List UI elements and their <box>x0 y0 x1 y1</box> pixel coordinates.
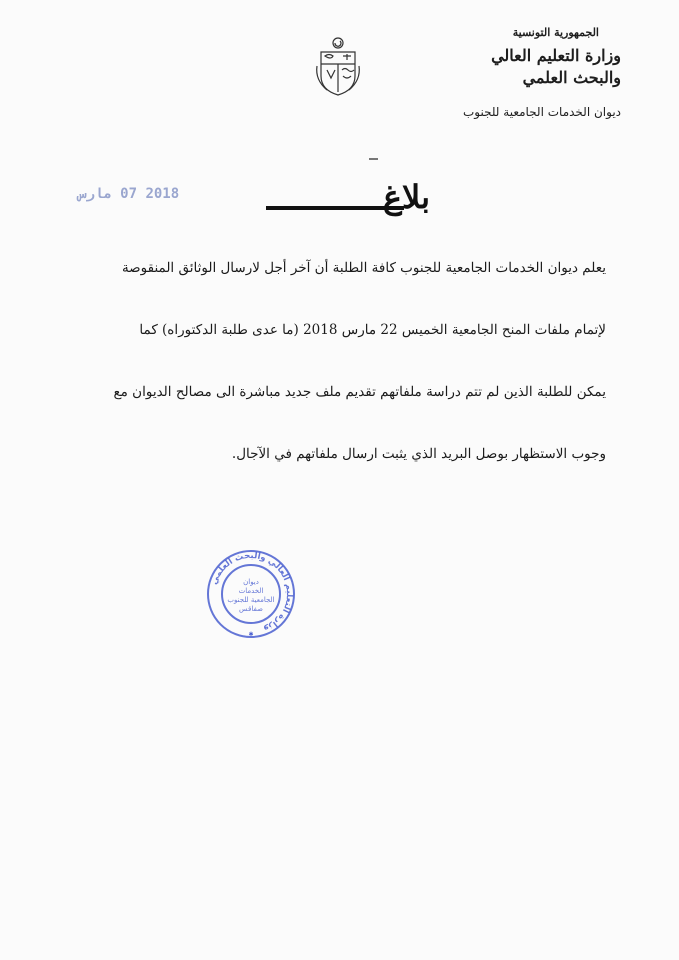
svg-text:الجامعية للجنوب: الجامعية للجنوب <box>227 596 275 604</box>
date-stamp: 2018 07 مارس <box>78 186 180 202</box>
official-seal-stamp <box>205 548 297 640</box>
svg-text:وزارة التعليم العالي والبحث ال: وزارة التعليم العالي والبحث العلمي <box>209 550 295 635</box>
body-line-4: وجوب الاستظهار بوصل البريد الذي يثبت ارسال ملفاتهم في الآجال. <box>231 446 606 462</box>
svg-text:ديوان: ديوان <box>243 578 259 586</box>
svg-text:صفاقس: صفاقس <box>239 605 263 613</box>
svg-text:الخدمات: الخدمات <box>238 587 264 595</box>
body-line-2: لإتمام ملفات المنح الجامعية الخميس 22 مارس 2018 (ما عدى طلبة الدكتوراه) كما <box>139 322 606 338</box>
announcement-title <box>240 178 430 222</box>
fold-mark <box>369 158 378 160</box>
body-line-3: يمكن للطلبة الذين لم تتم دراسة ملفاتهم تقديم ملف جديد مباشرة الى مصالح الديوان مع <box>113 384 606 400</box>
ministry-line-1: وزارة التعليم العالي <box>491 46 621 65</box>
ministry-name <box>421 45 621 89</box>
title-text: بلاغ <box>382 178 430 216</box>
svg-text:✱: ✱ <box>248 631 254 638</box>
republic-name: الجمهورية التونسية <box>512 26 599 39</box>
body-line-1: يعلم ديوان الخدمات الجامعية للجنوب كافة الطلبة أن آخر أجل لارسال الوثائق المنقوصة <box>121 260 606 276</box>
letterhead <box>421 26 621 119</box>
ministry-line-2: والبحث العلمي <box>522 68 621 87</box>
office-name: ديوان الخدمات الجامعية للجنوب <box>462 105 621 119</box>
announcement-body <box>92 256 606 504</box>
coat-of-arms-icon <box>313 36 363 98</box>
